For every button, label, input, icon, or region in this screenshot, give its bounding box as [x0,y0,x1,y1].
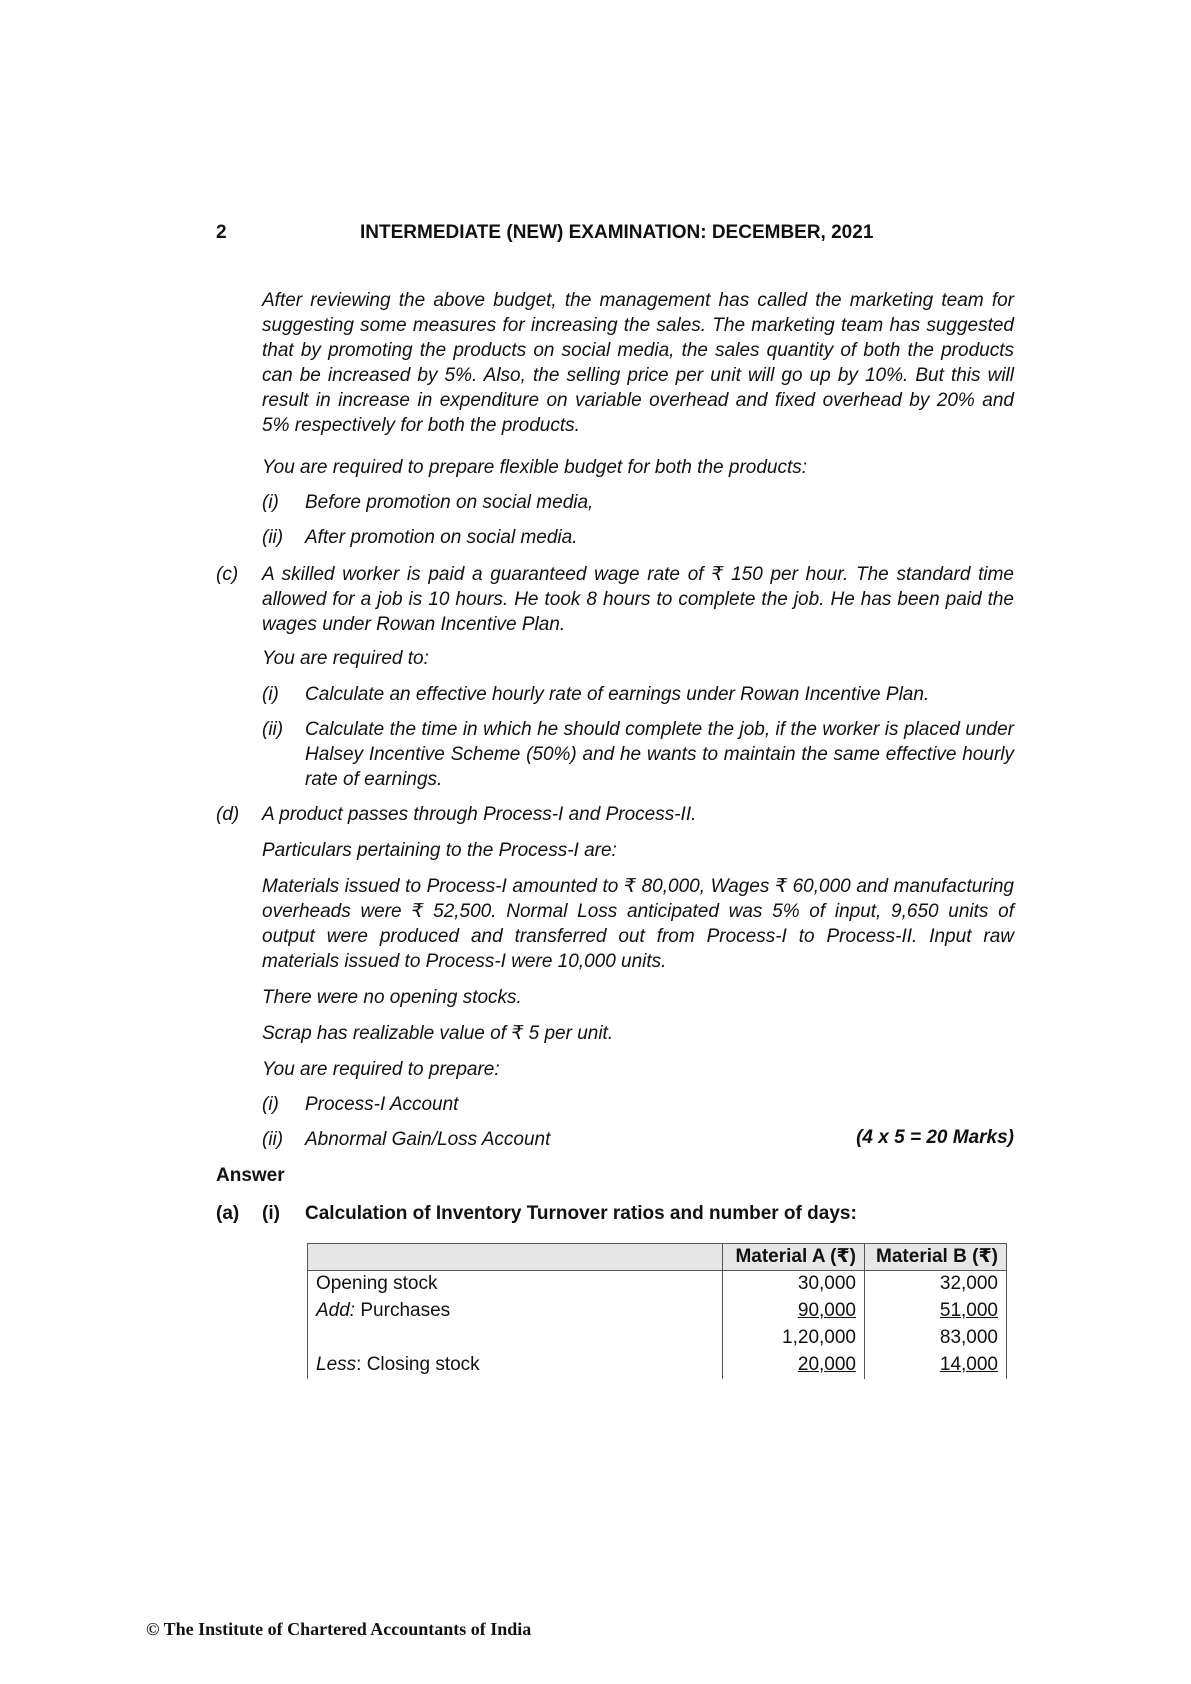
part-b-item-1-text: Before promotion on social media, [305,492,594,513]
table-row [308,1298,1007,1325]
question-d-text: A product passes through Process-I and Process-II. [262,804,697,825]
row-material-b [865,1352,1007,1379]
question-c-item-1-label: (i) [262,684,279,705]
table-row [308,1352,1007,1379]
cell-value: 51,000 [939,1300,998,1321]
question-d-details: Materials issued to Process-I amounted to ₹ 80,000, Wages ₹ 60,000 and manufacturing overheads were ₹ 52,500. Normal Loss anticipated was 5% of input, 9,650 units of output were produced and transferred out from Process-I to Process-II. Input raw materials issued to Process-I were 10,000 units. [262,876,1014,972]
row-label: Purchases [355,1300,451,1321]
row-material-b [865,1271,1007,1298]
part-b-item-1-label: (i) [262,492,279,513]
question-d-required: You are required to prepare: [262,1059,500,1080]
answer-part-label: (a) [216,1203,240,1224]
row-prefix: Less [316,1354,357,1375]
table-header-cell [308,1244,723,1271]
question-c-required: You are required to: [262,648,429,669]
question-d-item-1-text: Process-I Account [305,1094,459,1115]
cell-value: 30,000 [797,1273,856,1295]
question-d-scrap: Scrap has realizable value of ₹ 5 per unit. [262,1023,614,1044]
question-c-item-2-text: Calculate the time in which he should complete the job, if the worker is placed under Halsey Incentive Scheme (50%) and he wants to maintain the same effective hourly rate of earnings. [305,719,1014,790]
question-c-item-1-text: Calculate an effective hourly rate of earnings under Rowan Incentive Plan. [305,684,930,705]
row-material-a [723,1271,865,1298]
question-d-no-stock: There were no opening stocks. [262,987,522,1008]
answer-sub-label: (i) [262,1203,280,1224]
question-c-item-2-label: (ii) [262,719,284,740]
page-header-title: INTERMEDIATE (NEW) EXAMINATION: DECEMBER, 2021 [360,222,874,243]
cell-value: 32,000 [939,1273,998,1295]
row-desc [308,1352,723,1379]
row-desc [308,1271,723,1298]
row-label: Opening stock [316,1273,438,1295]
page-number: 2 [216,222,227,243]
part-b-item-2-label: (ii) [262,527,284,548]
row-material-a [723,1352,865,1379]
row-desc [308,1298,723,1325]
cell-value: 14,000 [939,1354,998,1375]
table-header-row [308,1244,1007,1271]
row-material-b [865,1298,1007,1325]
row-label: : Closing stock [356,1354,480,1375]
row-desc [308,1325,723,1352]
question-d-particulars: Particulars pertaining to the Process-I are: [262,840,617,861]
row-material-a [723,1298,865,1325]
cell-value: 20,000 [797,1354,856,1375]
table-row [308,1325,1007,1352]
question-d-item-2-text: Abnormal Gain/Loss Account [305,1129,551,1150]
marks-allocation: (4 x 5 = 20 Marks) [856,1127,1014,1148]
footer-copyright: © The Institute of Chartered Accountants of India [146,1619,532,1639]
table-header-material-b: Material B (₹) [865,1244,1007,1271]
inventory-table [307,1243,1007,1379]
row-prefix: Add: [316,1300,356,1321]
question-d-item-1-label: (i) [262,1094,279,1115]
part-b-required: You are required to prepare flexible budget for both the products: [262,457,808,478]
answer-heading: Answer [216,1165,285,1186]
part-b-intro: After reviewing the above budget, the management has called the marketing team for suggesting some measures for increasing the sales. The marketing team has suggested that by promoting the products on social media, the sales quantity of both the products can be increased by 5%. Also, the selling price per unit will go up by 10%. But this will result in increase in expenditure on variable overhead and fixed overhead by 20% and 5% respectively for both the products. [262,290,1014,436]
question-d-item-2-label: (ii) [262,1129,284,1150]
question-d-label: (d) [216,804,240,825]
row-material-b [865,1325,1007,1352]
part-b-item-2-text: After promotion on social media. [305,527,578,548]
question-c-label: (c) [216,564,239,585]
cell-value: 1,20,000 [782,1327,856,1348]
cell-value: 90,000 [797,1300,856,1321]
row-material-a [723,1325,865,1352]
answer-sub-title: Calculation of Inventory Turnover ratios and number of days: [305,1203,857,1224]
table-header-material-a: Material A (₹) [723,1244,865,1271]
question-c-text: A skilled worker is paid a guaranteed wage rate of ₹ 150 per hour. The standard time allowed for a job is 10 hours. He took 8 hours to complete the job. He has been paid the wages under Rowan Incentive Plan. [262,564,1014,635]
table-row [308,1271,1007,1298]
cell-value: 83,000 [939,1327,998,1348]
